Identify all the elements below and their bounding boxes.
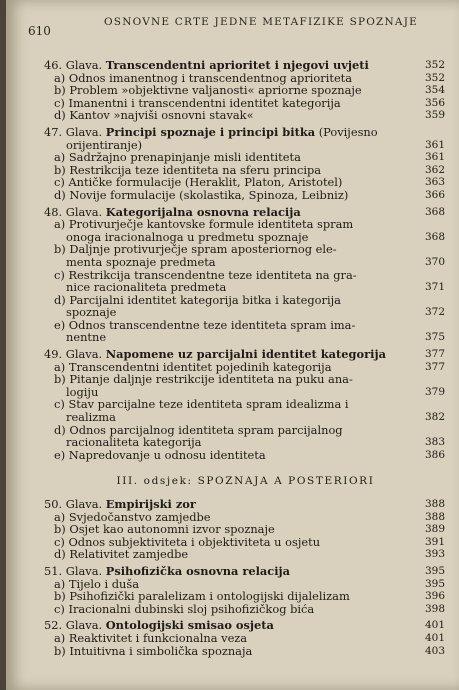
page-ref: 395 (424, 564, 445, 577)
page-ref: 370 (424, 255, 445, 268)
chapter-title: Transcendentni aprioritet i njegovi uvjeti (105, 58, 369, 72)
page-ref: 361 (424, 138, 445, 151)
entry-text: d) Parcijalni identitet kategorija bitka i kategorija (54, 292, 341, 307)
entry-text: a) Reaktivitet i funkcionalna veza (54, 630, 248, 645)
page-ref: 401 (424, 631, 445, 644)
entry-text: spoznaje (66, 305, 117, 320)
entry-text: b) Daljnje protivurječje spram aposteriornog ele- (54, 242, 337, 257)
entry-text: b) Psihofizički paralelizam i ontologijski dijalelizam (54, 589, 350, 604)
section-heading: III. odsjek: SPOZNAJA A POSTERIORI (116, 475, 375, 488)
subentry (44, 449, 447, 462)
page-ref: 354 (424, 84, 445, 97)
entry-text: a) Tijelo i duša (54, 576, 140, 591)
chapter-label: 51. Glava. (44, 563, 106, 578)
page-ref: 366 (424, 188, 445, 201)
entry-text: a) Protivurječje kantovske formule identiteta spram (54, 217, 354, 232)
entry-text: b) Problem »objektivne valjanosti« apriorne spoznaje (54, 83, 362, 98)
page-ref: 379 (424, 385, 445, 398)
entry-text: a) Odnos imanentnog i transcendentnog aprioriteta (54, 70, 353, 85)
entry-text: a) Sadržajno prenapinjanje misli identiteta (54, 150, 301, 165)
page-number: 610 (28, 24, 51, 38)
entry-text: b) Restrikcija teze identiteta na sferu principa (54, 162, 322, 177)
page-ref: 395 (424, 577, 445, 590)
page-ref: 403 (424, 644, 445, 657)
entry-text: e) Odnos transcendentne teze identiteta spram ima- (54, 317, 356, 332)
subentry (44, 548, 447, 561)
entry-text: d) Kantov »najviši osnovni stavak« (54, 108, 254, 123)
page-ref: 371 (424, 281, 445, 294)
page-ref: 388 (424, 510, 445, 523)
entry-text: c) Antičke formulacije (Heraklit, Platon, Aristotel) (54, 175, 343, 190)
page-ref: 382 (424, 411, 445, 424)
entry-text: c) Restrikcija transcendentne teze identiteta na gra- (54, 267, 357, 282)
page-ref: 368 (424, 205, 445, 218)
entry-text: realizma (66, 410, 116, 425)
page-ref: 363 (424, 176, 445, 189)
entry-text: racionaliteta kategorija (66, 435, 202, 450)
entry-text: menta spoznaje predmeta (66, 254, 216, 269)
page-ref: 352 (424, 59, 445, 71)
chapter-title: Empirijski zor (105, 497, 196, 511)
entry-text: c) Imanentni i transcendentni identitet kategorija (54, 95, 341, 110)
chapter-title-continued: (Povijesno (315, 124, 378, 139)
entry-text: a) Transcendentni identitet pojedinih kategorija (54, 359, 332, 374)
page-ref: 398 (424, 602, 445, 615)
page-ref: 383 (424, 436, 445, 449)
subentry (44, 645, 447, 658)
page-ref: 361 (424, 151, 445, 164)
page-ref: 359 (424, 109, 445, 122)
running-title: OSNOVNE CRTE JEDNE METAFIZIKE SPOZNAJE (104, 16, 418, 28)
table-of-contents (44, 55, 447, 657)
entry-text: c) Iracionalni dubinski sloj psihofizičkog bića (54, 601, 315, 616)
subentry (44, 603, 447, 616)
chapter-title: Napomene uz parcijalni identitet kategorija (105, 347, 386, 362)
entry-text: b) Intuitivna i simbolička spoznaja (54, 643, 253, 658)
page-ref: 377 (424, 360, 445, 373)
chapter-label: 46. Glava. (44, 58, 106, 72)
entry-text: d) Odnos parcijalnog identiteta spram parcijalnog (54, 422, 343, 437)
entry-text: d) Relativitet zamjedbe (54, 547, 189, 562)
chapter-label: 48. Glava. (44, 204, 106, 219)
entry-text: nentne (66, 330, 107, 345)
page-ref: 362 (424, 163, 445, 176)
chapter-label: 50. Glava. (44, 497, 106, 511)
entry-text: e) Napredovanje u odnosu identiteta (54, 447, 266, 462)
chapter-title: Psihofizička osnovna relacija (105, 563, 291, 578)
subentry (44, 373, 447, 386)
entry-text: b) Osjet kao autonomni izvor spoznaje (54, 522, 275, 537)
page-ref: 368 (424, 230, 445, 243)
page-ref: 389 (424, 523, 445, 536)
page-ref: 352 (424, 71, 445, 84)
entry-text: b) Pitanje daljnje restrikcije identiteta na puku ana- (54, 372, 353, 387)
page-ref: 372 (424, 306, 445, 319)
subentry (44, 331, 447, 344)
chapter-title: Kategorijalna osnovna relacija (105, 204, 301, 219)
entry-text: c) Odnos subjektiviteta i objektiviteta u osjetu (54, 534, 321, 549)
entry-text: a) Svjedočanstvo zamjedbe (54, 509, 211, 524)
chapter-label: 47. Glava. (44, 124, 106, 139)
page-ref: 377 (424, 348, 445, 361)
book-page (6, 0, 459, 690)
entry-text: orijentiranje) (66, 137, 143, 152)
page-ref: 386 (424, 448, 445, 461)
page-ref: 396 (424, 590, 445, 603)
entry-text: d) Novije formulacije (skolastika, Spinoza, Leibniz) (54, 187, 349, 202)
entry-text: logiju (66, 384, 99, 399)
page-ref: 356 (424, 96, 445, 109)
entry-text: nice racionaliteta predmeta (66, 280, 227, 295)
subentry (44, 109, 447, 122)
page-ref: 401 (424, 619, 445, 632)
chapter-title: Ontologijski smisao osjeta (105, 618, 274, 633)
entry-text: onoga iracionalnoga u predmetu spoznaje (66, 229, 309, 244)
entry-text: c) Stav parcijalne teze identiteta spram idealizma i (54, 397, 349, 412)
subentry (44, 189, 447, 202)
page-ref: 375 (424, 331, 445, 344)
page-ref: 388 (424, 498, 445, 510)
page-ref: 391 (424, 535, 445, 548)
chapter-label: 49. Glava. (44, 347, 106, 362)
chapter-title: Principi spoznaje i principi bitka (105, 124, 316, 139)
chapter-label: 52. Glava. (44, 618, 106, 633)
page-ref: 393 (424, 548, 445, 561)
